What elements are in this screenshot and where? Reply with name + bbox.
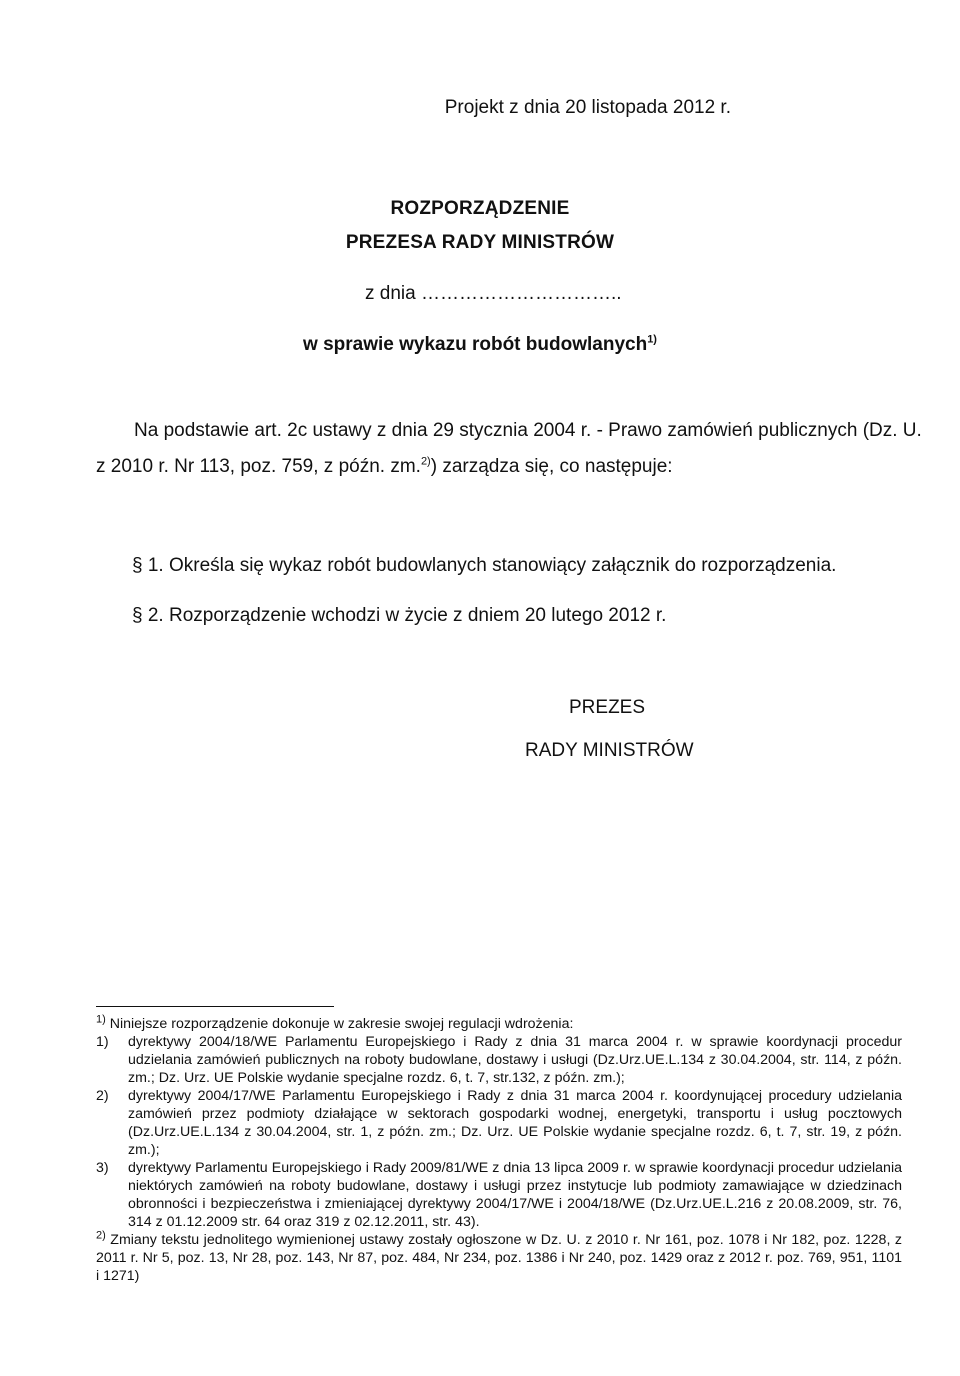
footnote-2-marker: 2) [96,1229,106,1242]
legal-basis-text-b: ) zarządza się, co następuje: [430,456,673,477]
footnote-ref-1: 1) [647,333,657,346]
footnote-2 [96,1231,902,1285]
footnote-1-item-text: dyrektywy Parlamentu Europejskiego i Rady 2009/81/WE z dnia 13 lipca 2009 r. w sprawie koordynacji procedur udzielania niektórych zamówień na roboty budowlane, dostawy i usługi przez instytucje lub podmioty zamawiające w dziedzinach obronności i bezpieczeństwa i zmieniającej dyrektywy 2004/17/WE i 2004/18/WE (Dz.Urz.UE.L.216 z 20.08.2009, str. 76, 314 z 01.12.2009 str. 64 oraz 319 z 02.12.2011, str. 43). [128,1160,902,1230]
footnote-1-item-text: dyrektywy 2004/18/WE Parlamentu Europejskiego i Rady z dnia 31 marca 2004 r. w sprawie koordynacji procedur udzielania zamówień publicznych na roboty budowlane, dostawy i usługi (Dz.Urz.UE.L.134 z 30.04.2004, str. 114, z późn. zm.; Dz. Urz. UE Polskie wydanie specjalne rozdz. 6, t. 7, str.132, z późn. zm.); [128,1034,902,1086]
footnote-1-intro [96,1015,902,1033]
footnote-1-item [96,1087,902,1159]
footnote-1-item-number: 2) [96,1088,109,1104]
document-type-title: ROZPORZĄDZENIE [390,198,570,219]
signature-line-1: PREZES [569,697,646,718]
footnote-1-item-text: dyrektywy 2004/17/WE Parlamentu Europejskiego i Rady z dnia 31 marca 2004 r. koordynującej procedury udzielania zamówień przez podmioty działające w sektorach gospodarki wodnej, energetyki, transportu i usług pocztowych (Dz.Urz.UE.L.134 z 30.04.2004, str. 1, z późn. zm.; Dz. Urz. UE Polskie wydanie specjalne rozdz. 6, t. 7, str. 19, z późn. zm.); [128,1088,902,1158]
footnote-1-marker: 1) [96,1013,106,1026]
footnotes [96,1015,902,1285]
footnote-1-item [96,1159,902,1231]
paragraph-1: § 1. Określa się wykaz robót budowlanych stanowiący załącznik do rozporządzenia. [132,555,837,576]
subject-text: w sprawie wykazu robót budowlanych [303,334,648,355]
document-subject [0,334,960,356]
footnote-1-item-number: 1) [96,1034,109,1050]
footnote-2-text: Zmiany tekstu jednolitego wymienionej ustawy zostały ogłoszone w Dz. U. z 2010 r. Nr 161, poz. 1078 i Nr 182, poz. 1228, z 2011 r. Nr 5, poz. 13, Nr 28, poz. 143, Nr 87, poz. 484, Nr 234, poz. 1386 i Nr 240, poz. 1429 oraz z 2012 r. poz. 769, 951, 1101 i 1271) [96,1232,902,1284]
footnote-ref-2: 2) [420,455,431,468]
legal-basis-text-a: z 2010 r. Nr 113, poz. 759, z późn. zm. [96,456,421,477]
issue-date-placeholder: z dnia ………………………….. [365,283,622,304]
footnote-separator [96,1006,334,1007]
document-date-header: Projekt z dnia 20 listopada 2012 r. [444,97,731,118]
legal-basis-line-2 [96,456,673,478]
issuer-title: PREZESA RADY MINISTRÓW [345,232,615,253]
signature-line-2: RADY MINISTRÓW [525,740,694,761]
paragraph-2: § 2. Rozporządzenie wchodzi w życie z dniem 20 lutego 2012 r. [132,605,667,626]
footnote-1-item-number: 3) [96,1160,109,1176]
legal-basis-line-1: Na podstawie art. 2c ustawy z dnia 29 stycznia 2004 r. - Prawo zamówień publicznych (Dz. U. [134,420,922,441]
footnote-1-intro-text: Niniejsze rozporządzenie dokonuje w zakresie swojej regulacji wdrożenia: [105,1016,574,1032]
footnote-1-item [96,1033,902,1087]
